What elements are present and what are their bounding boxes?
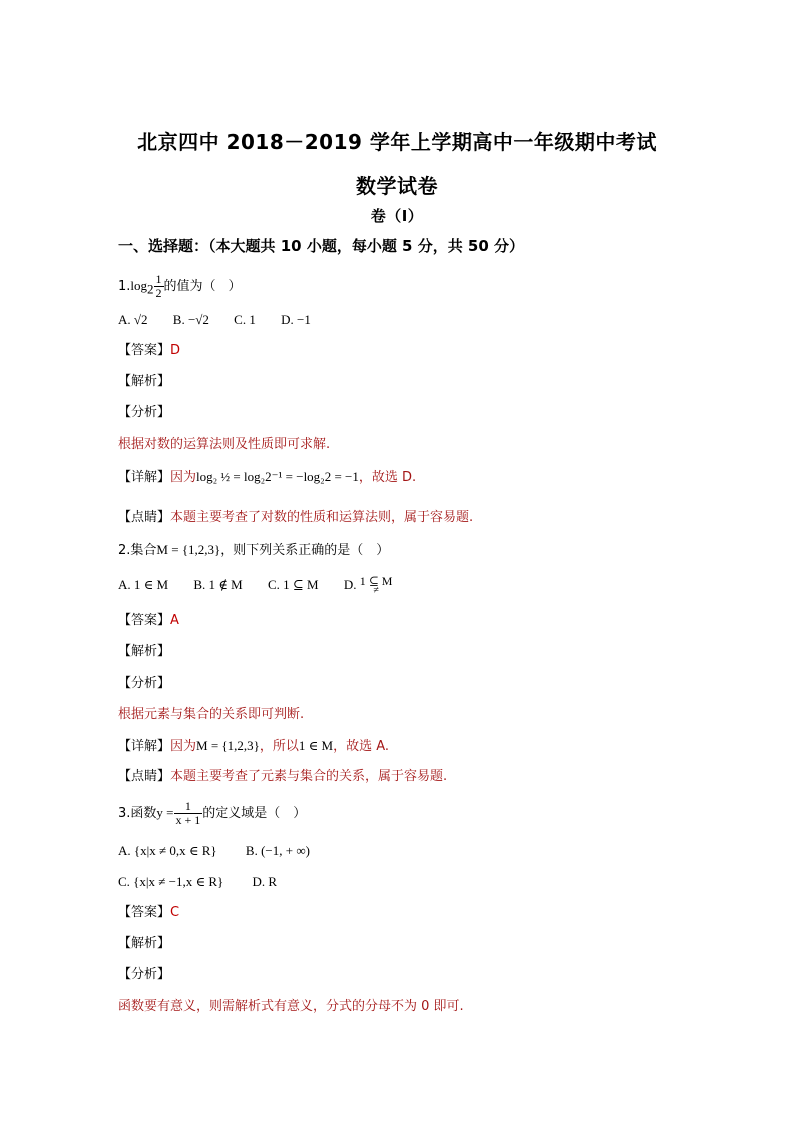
q2-stem bbox=[118, 541, 389, 560]
q2-option-a: A. 1 ∈ M bbox=[118, 577, 169, 592]
q1-detail-pre: 因为 bbox=[170, 470, 197, 485]
comment-label: 【点睛】 bbox=[118, 510, 171, 525]
q3-option-b: B. (−1, + ∞) bbox=[245, 843, 310, 858]
answer-label: 【答案】 bbox=[118, 343, 171, 358]
q1-comment bbox=[118, 509, 473, 527]
exam-subtitle: 数学试卷 bbox=[356, 174, 438, 198]
q2-option-b: B. 1 ∉ M bbox=[193, 577, 243, 592]
q1-number: 1. bbox=[118, 279, 131, 294]
q2-detail-post: ，故选 A. bbox=[333, 739, 390, 754]
q3-stem bbox=[118, 800, 306, 827]
q2-answer-value: A bbox=[170, 613, 179, 628]
q1-fenxi-label: 【分析】 bbox=[118, 405, 171, 420]
q3-answer-value: C bbox=[170, 905, 180, 920]
q1-log: log bbox=[130, 278, 148, 293]
q2-option-d: D. bbox=[343, 577, 357, 592]
q2-detail bbox=[118, 737, 389, 756]
q1-frac-num: 1 bbox=[155, 272, 162, 286]
q1-fenxi-text: 根据对数的运算法则及性质即可求解. bbox=[118, 437, 331, 452]
q2-detail-pre: 因为 bbox=[170, 739, 197, 754]
q2-stem-pre: 集合 bbox=[130, 543, 157, 558]
answer-label: 【答案】 bbox=[118, 905, 171, 920]
q1-options bbox=[118, 311, 333, 329]
q1-detail bbox=[118, 468, 416, 487]
q1-answer bbox=[118, 342, 180, 360]
q2-option-d-bottom: ≠ bbox=[373, 585, 379, 597]
q3-option-d: D. R bbox=[252, 874, 278, 889]
q3-answer bbox=[118, 904, 179, 922]
section-heading: 一、选择题：（本大题共 10 小题，每小题 5 分，共 50 分） bbox=[118, 237, 525, 255]
q1-detail-math: log₂ ½ = log₂2⁻¹ = −log₂2 = −1 bbox=[196, 469, 359, 484]
q3-stem-math: y = bbox=[156, 805, 174, 820]
q3-fraction bbox=[174, 800, 203, 827]
q2-fenxi-text: 根据元素与集合的关系即可判断. bbox=[118, 707, 305, 722]
q1-fraction bbox=[154, 273, 164, 300]
exam-title: 北京四中 2018－2019 学年上学期高中一年级期中考试 bbox=[137, 130, 657, 154]
q3-analysis-label: 【解析】 bbox=[118, 936, 171, 951]
detail-label: 【详解】 bbox=[118, 739, 171, 754]
q2-options bbox=[118, 576, 392, 596]
q2-detail-math2: 1 ∈ M bbox=[298, 738, 334, 753]
q2-stem-tail: ，则下列关系正确的是（ ） bbox=[220, 543, 390, 558]
q1-option-a: A. √2 bbox=[118, 312, 148, 327]
q1-analysis-label: 【解析】 bbox=[118, 374, 171, 389]
q1-stem-tail: 的值为（ ） bbox=[163, 279, 242, 294]
q2-comment bbox=[118, 768, 447, 786]
detail-label: 【详解】 bbox=[118, 470, 171, 485]
q3-stem-tail: 的定义域是（ ） bbox=[202, 806, 307, 821]
q2-detail-math1: M = {1,2,3} bbox=[196, 738, 260, 753]
comment-label: 【点睛】 bbox=[118, 769, 171, 784]
q3-fenxi-text: 函数要有意义，则需解析式有意义，分式的分母不为 0 即可. bbox=[118, 999, 464, 1014]
q3-options-row1 bbox=[118, 842, 332, 860]
q2-analysis-label: 【解析】 bbox=[118, 644, 171, 659]
q2-option-d-symbol bbox=[360, 576, 393, 596]
q1-answer-value: D bbox=[170, 343, 181, 358]
q2-stem-math: M = {1,2,3} bbox=[156, 542, 221, 557]
volume-label: 卷（I） bbox=[370, 207, 424, 225]
q2-number: 2. bbox=[118, 543, 131, 558]
q2-comment-text: 本题主要考查了元素与集合的关系，属于容易题. bbox=[170, 769, 448, 784]
q1-stem bbox=[118, 273, 242, 300]
q1-frac-den: 2 bbox=[155, 286, 162, 300]
q3-frac-den: x + 1 bbox=[175, 813, 201, 827]
q2-option-d-top: 1 ⊆ M bbox=[359, 574, 393, 589]
q1-comment-text: 本题主要考查了对数的性质和运算法则，属于容易题. bbox=[170, 510, 474, 525]
q1-detail-post: ，故选 D. bbox=[358, 470, 417, 485]
q3-option-c: C. {x|x ≠ −1,x ∈ R} bbox=[118, 874, 224, 889]
q1-option-c: C. 1 bbox=[234, 312, 256, 327]
q2-detail-mid: ，所以 bbox=[259, 739, 299, 754]
q1-option-d: D. −1 bbox=[281, 312, 311, 327]
q1-option-b: B. −√2 bbox=[172, 312, 209, 327]
q3-stem-pre: 函数 bbox=[130, 806, 157, 821]
answer-label: 【答案】 bbox=[118, 613, 171, 628]
q2-option-c: C. 1 ⊆ M bbox=[267, 577, 319, 592]
q2-answer bbox=[118, 612, 179, 630]
q1-log-base: 2 bbox=[147, 281, 154, 297]
q3-frac-num: 1 bbox=[174, 800, 203, 814]
q3-options-row2 bbox=[118, 873, 299, 891]
q2-fenxi-label: 【分析】 bbox=[118, 676, 171, 691]
q3-fenxi-label: 【分析】 bbox=[118, 967, 171, 982]
q3-number: 3. bbox=[118, 806, 131, 821]
q3-option-a: A. {x|x ≠ 0,x ∈ R} bbox=[118, 843, 217, 858]
